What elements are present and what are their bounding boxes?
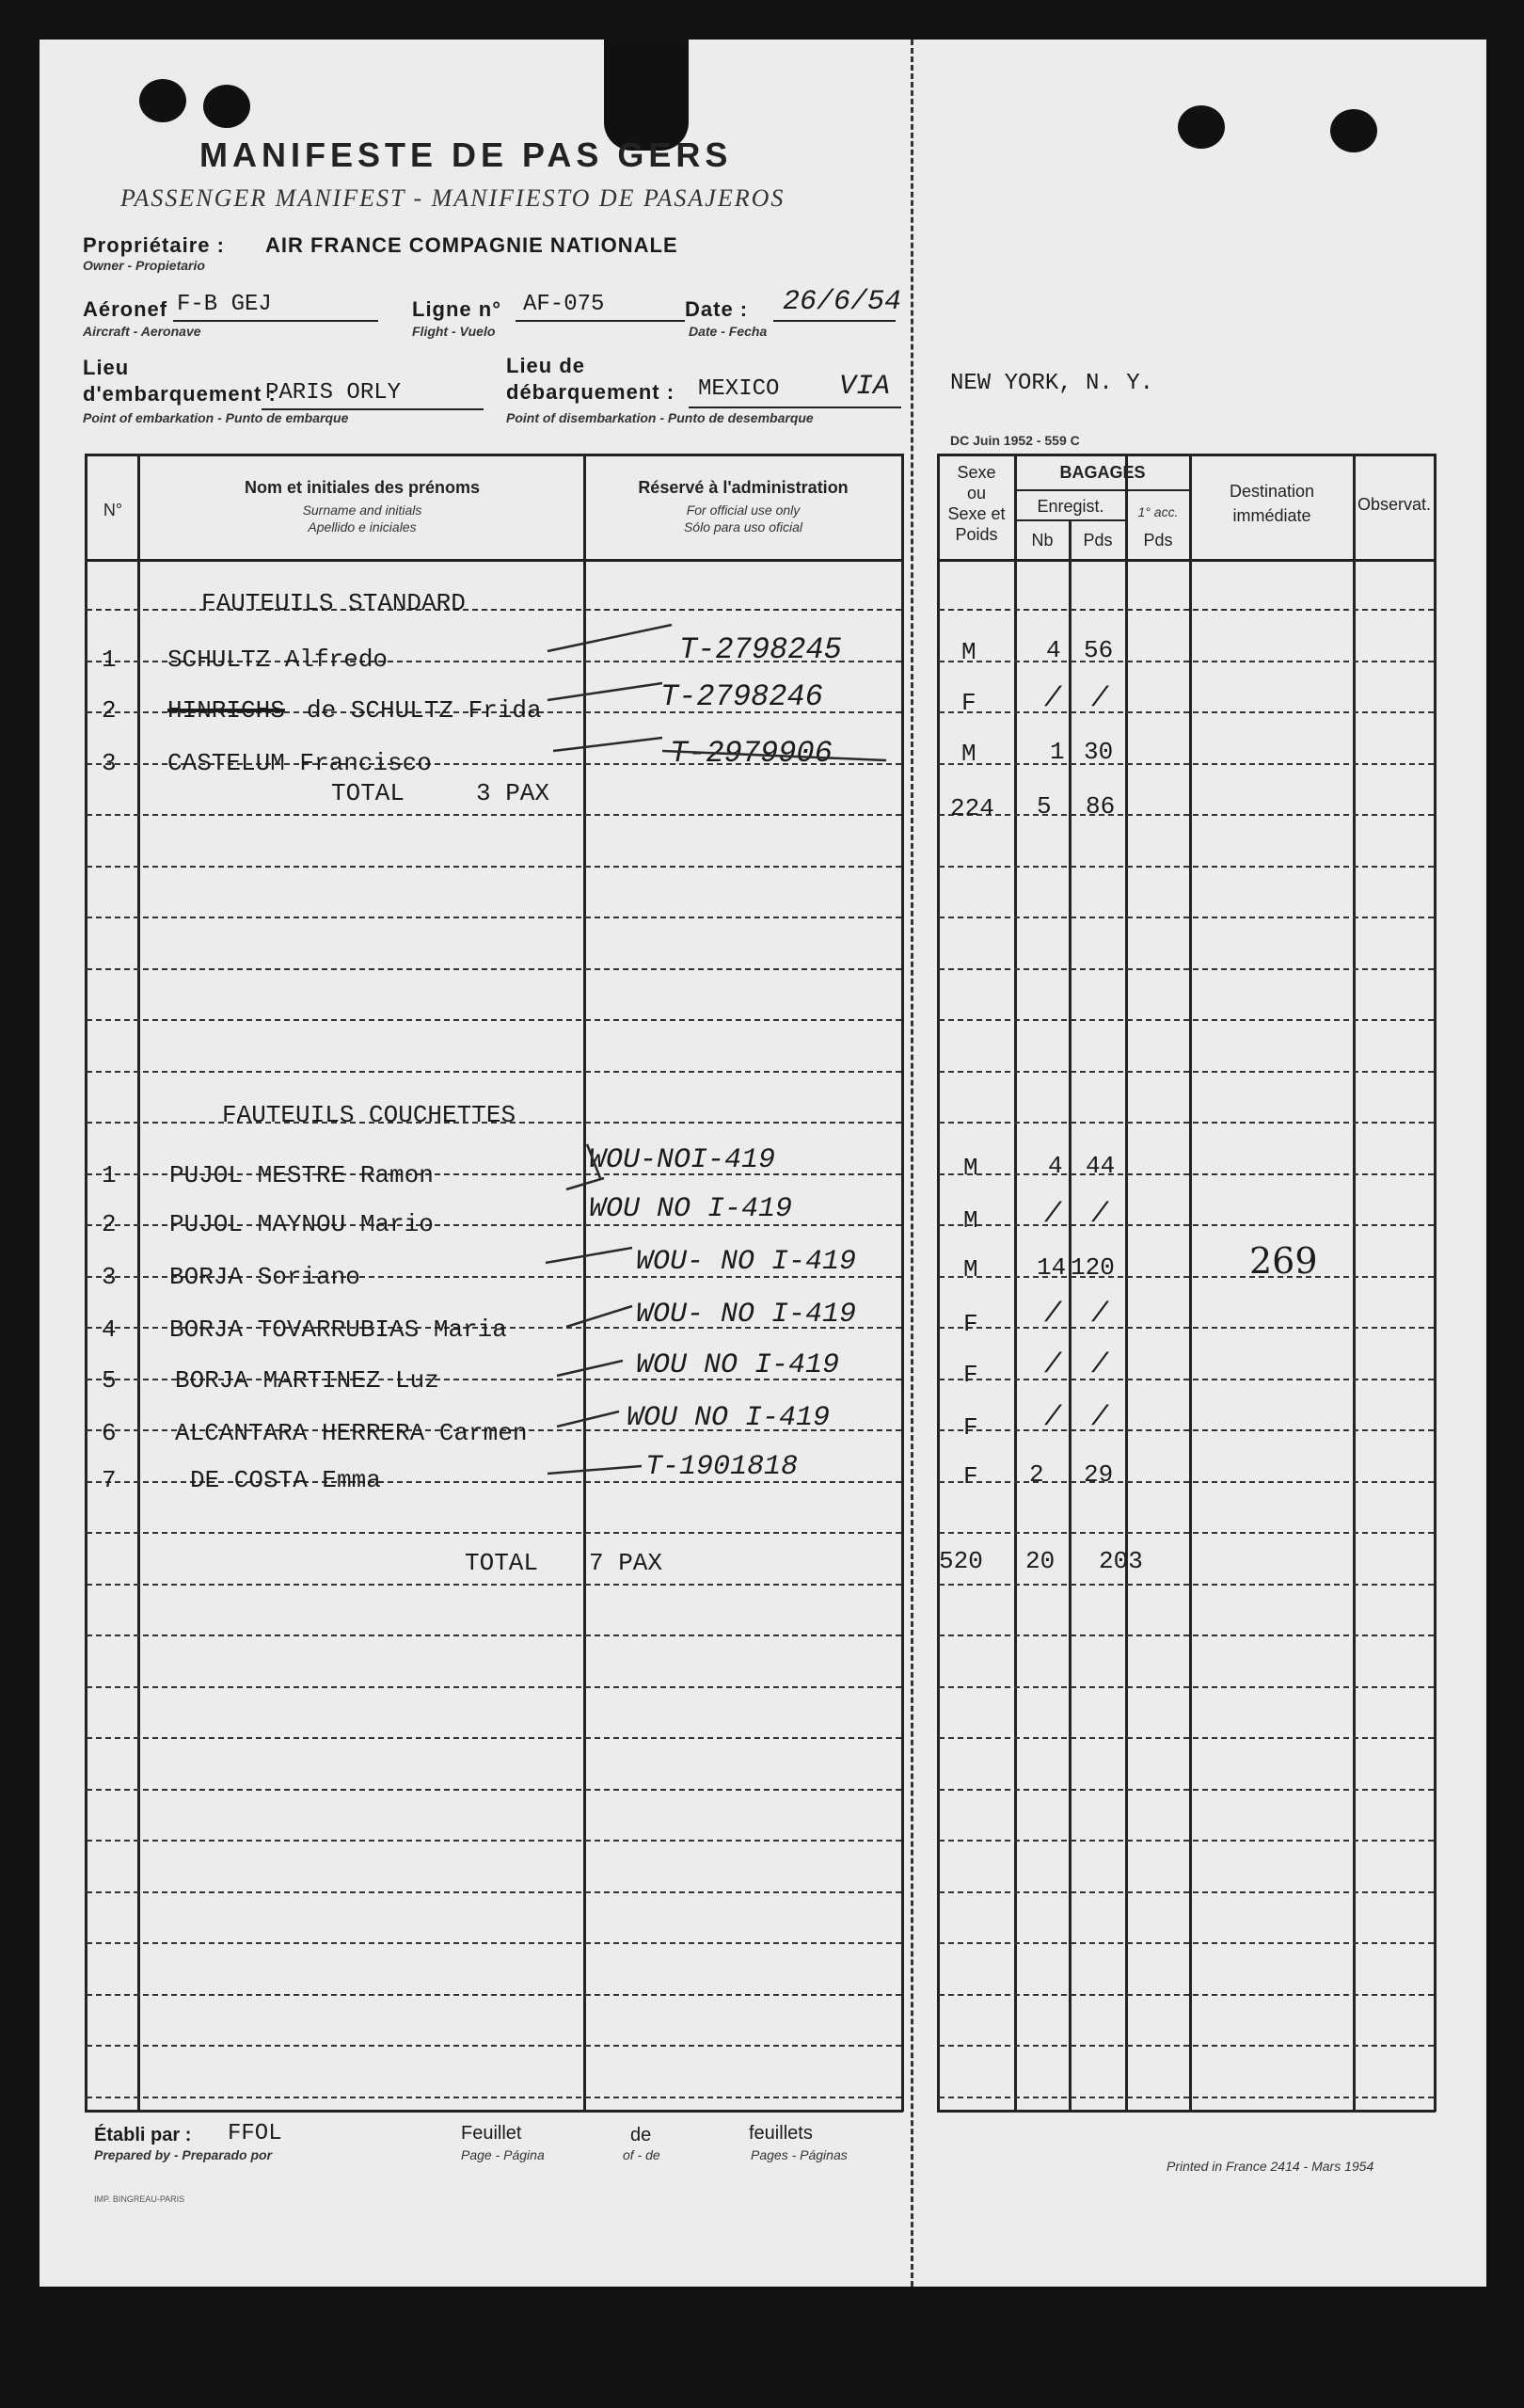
row-rule-right xyxy=(939,1019,1434,1021)
via-city: NEW YORK, N. Y. xyxy=(950,371,1154,396)
bag-count: 14 xyxy=(1037,1253,1067,1282)
col-dest-1: Destination xyxy=(1229,482,1315,501)
passenger-name: PUJOL MESTRE Ramon xyxy=(169,1161,434,1189)
row-rule-right xyxy=(939,1635,1434,1636)
row-number: 7 xyxy=(102,1466,117,1494)
row-rule-right xyxy=(939,814,1434,816)
row-number: 6 xyxy=(102,1419,117,1447)
bag-weight: 44 xyxy=(1086,1152,1116,1180)
admin-ticket: WOU NO I-419 xyxy=(636,1349,840,1381)
row-rule-right xyxy=(939,1173,1434,1175)
sex: F xyxy=(963,1462,978,1491)
owner-label: Propriétaire : xyxy=(83,233,225,257)
row-number: 2 xyxy=(102,696,117,725)
bag-weight: / xyxy=(1091,1199,1109,1231)
pages-sublabel: Pages - Páginas xyxy=(751,2147,848,2162)
bag-weight: 120 xyxy=(1071,1253,1115,1282)
admin-ticket: WOU NO I-419 xyxy=(589,1193,793,1225)
row-rule-right xyxy=(939,1481,1434,1483)
pages-label: feuillets xyxy=(749,2123,813,2144)
col-admin-sub2: Sólo para uso oficial xyxy=(683,519,803,534)
row-rule-left xyxy=(87,1840,901,1842)
passenger-name-struck: HINRICHS xyxy=(167,696,285,725)
col-hand-2: Pds xyxy=(1143,531,1173,550)
sex: M xyxy=(963,1255,978,1284)
row-rule-right xyxy=(939,1994,1434,1996)
row-rule-right xyxy=(939,1737,1434,1739)
prepared-sublabel: Prepared by - Preparado por xyxy=(94,2147,273,2162)
passenger-name: DE COSTA Emma xyxy=(190,1466,381,1494)
row-rule-right xyxy=(939,2097,1434,2098)
sex: F xyxy=(963,1310,978,1338)
row-rule-left xyxy=(87,1686,901,1688)
bag-count: 4 xyxy=(1048,1152,1063,1180)
col-nb-header: Nb xyxy=(1031,531,1054,550)
total-pax: 3 PAX xyxy=(476,779,550,807)
pen-stroke xyxy=(553,738,662,751)
total-label: TOTAL xyxy=(331,779,405,807)
row-number: 3 xyxy=(102,1263,117,1291)
row-rule-right xyxy=(939,2045,1434,2047)
aircraft-label: Aéronef xyxy=(83,297,168,321)
row-rule-right xyxy=(939,1584,1434,1586)
passenger-name: BORJA MARTINEZ Luz xyxy=(175,1366,439,1395)
passenger-name: PUJOL MAYNOU Mario xyxy=(169,1210,434,1238)
col-sex-3: Sexe et xyxy=(947,504,1006,523)
embark-label-line2: d'embarquement : xyxy=(83,382,277,406)
row-number: 4 xyxy=(102,1316,117,1344)
of-sublabel: of - de xyxy=(623,2147,660,2162)
row-rule-left xyxy=(87,1737,901,1739)
disembark-label-line2: débarquement : xyxy=(506,380,675,404)
row-number: 5 xyxy=(102,1366,117,1395)
row-rule-right xyxy=(939,1840,1434,1842)
flight-underline xyxy=(516,320,685,322)
row-rule-left xyxy=(87,1994,901,1996)
section2-heading: FAUTEUILS COUCHETTES xyxy=(222,1101,516,1129)
admin-ticket: WOU NO I-419 xyxy=(627,1402,831,1434)
pen-stroke xyxy=(557,1361,623,1376)
row-rule-right xyxy=(939,1071,1434,1073)
row-rule-right xyxy=(939,1276,1434,1278)
total-label: TOTAL xyxy=(465,1549,539,1577)
embark-sublabel: Point of embarkation - Punto de embarque xyxy=(83,410,349,425)
row-rule-left xyxy=(87,2097,901,2098)
punch-hole-left-2 xyxy=(203,85,250,128)
row-rule-left xyxy=(87,866,901,868)
col-admin-header: Réservé à l'administration xyxy=(638,478,849,497)
form-code: DC Juin 1952 - 559 C xyxy=(950,433,1080,448)
sex: F xyxy=(963,1361,978,1389)
total-bag-count: 5 xyxy=(1037,792,1052,821)
row-rule-right xyxy=(939,1942,1434,1944)
total-bag-count: 20 xyxy=(1025,1547,1056,1575)
disembark-label-line1: Lieu de xyxy=(506,354,586,377)
date-label: Date : xyxy=(685,297,749,321)
disembark-via: VIA xyxy=(839,371,891,403)
col-sex-2: ou xyxy=(966,484,987,502)
admin-ticket: WOU- NO I-419 xyxy=(636,1299,857,1331)
bag-count: 2 xyxy=(1029,1460,1044,1489)
total-bag-weight: 203 xyxy=(1099,1547,1143,1575)
col-admin-sub1: For official use only xyxy=(686,502,801,518)
total-weight: 520 xyxy=(939,1547,983,1575)
row-rule-right xyxy=(939,609,1434,611)
owner-value: AIR FRANCE COMPAGNIE NATIONALE xyxy=(265,233,678,257)
bag-weight: / xyxy=(1091,1349,1109,1381)
admin-ticket: T-2979906 xyxy=(670,736,833,771)
col-observ-header: Observat. xyxy=(1357,495,1432,514)
col-pds-header: Pds xyxy=(1083,531,1113,550)
page-sublabel: Page - Página xyxy=(461,2147,545,2162)
row-rule-right xyxy=(939,711,1434,713)
passenger-name: ALCANTARA HERRERA Carmen xyxy=(175,1419,528,1447)
flight-label: Ligne n° xyxy=(412,297,502,321)
col-name-sub1: Surname and initials xyxy=(302,502,422,518)
total-weight: 224 xyxy=(950,794,994,822)
row-rule-left xyxy=(87,1942,901,1944)
row-rule-right xyxy=(939,866,1434,868)
col-hand-1: 1° acc. xyxy=(1137,504,1179,519)
bag-weight: / xyxy=(1091,683,1109,715)
aircraft-value: F-B GEJ xyxy=(177,292,272,317)
pen-stroke xyxy=(566,1306,632,1327)
col-name-sub2: Apellido e iniciales xyxy=(308,519,417,534)
manifest-page xyxy=(40,40,1486,2287)
row-rule-left xyxy=(87,968,901,970)
row-rule-right xyxy=(939,1379,1434,1380)
col-no-header: N° xyxy=(103,501,123,519)
form-title: MANIFESTE DE PAS GERS xyxy=(199,136,733,174)
punch-hole-right-1 xyxy=(1178,105,1225,149)
row-rule-right xyxy=(939,1224,1434,1226)
page-label: Feuillet xyxy=(461,2123,522,2144)
printed-in-france: Printed in France 2414 - Mars 1954 xyxy=(1167,2159,1374,2174)
passenger-name: de SCHULTZ Frida xyxy=(307,696,542,725)
admin-ticket: T-2798246 xyxy=(660,679,823,714)
date-value: 26/6/54 xyxy=(783,286,902,318)
bag-count: 4 xyxy=(1046,636,1061,664)
pen-stroke xyxy=(548,1466,642,1474)
disembark-sublabel: Point of disembarkation - Punto de desembarque xyxy=(506,410,814,425)
owner-sublabel: Owner - Propietario xyxy=(83,258,205,273)
row-rule-left xyxy=(87,1019,901,1021)
row-rule-right xyxy=(939,1891,1434,1893)
punch-hole-right-2 xyxy=(1330,109,1377,152)
passenger-name: SCHULTZ Alfredo xyxy=(167,646,389,674)
prepared-label: Établi par : xyxy=(94,2125,192,2145)
col-dest-2: immédiate xyxy=(1232,506,1311,525)
destination-note: 269 xyxy=(1249,1240,1318,1282)
col-sex-4: Poids xyxy=(955,525,998,544)
bag-weight: 30 xyxy=(1084,738,1114,766)
row-rule-right xyxy=(939,968,1434,970)
bag-weight: 29 xyxy=(1084,1460,1114,1489)
total-pax: 7 PAX xyxy=(589,1549,663,1577)
passenger-name: BORJA Soriano xyxy=(169,1263,360,1291)
col-bagages-header: BAGAGES xyxy=(1059,463,1146,482)
passenger-name: BORJA TOVARRUBIAS Maria xyxy=(169,1316,507,1344)
flight-sublabel: Flight - Vuelo xyxy=(412,324,496,339)
pen-stroke xyxy=(548,625,672,651)
aircraft-sublabel: Aircraft - Aeronave xyxy=(83,324,201,339)
bag-count: / xyxy=(1044,1299,1062,1331)
of-label: de xyxy=(630,2125,652,2145)
row-rule-right xyxy=(939,1122,1434,1124)
embark-label-line1: Lieu xyxy=(83,356,130,379)
binder-clip xyxy=(604,40,689,151)
bag-count: / xyxy=(1044,1402,1062,1434)
row-rule-right xyxy=(939,1532,1434,1534)
row-rule-right xyxy=(939,1686,1434,1688)
disembark-underline xyxy=(689,407,901,408)
aircraft-underline xyxy=(173,320,378,322)
date-underline xyxy=(773,320,896,322)
bag-count: 1 xyxy=(1050,738,1065,766)
flight-value: AF-075 xyxy=(523,292,605,317)
prepared-value: FFOL xyxy=(228,2121,282,2146)
sex: F xyxy=(963,1413,978,1442)
pen-stroke xyxy=(546,1248,632,1263)
row-number: 1 xyxy=(102,646,117,674)
row-rule-right xyxy=(939,763,1434,765)
row-rule-right xyxy=(939,1429,1434,1431)
section1-heading: FAUTEUILS STANDARD xyxy=(201,589,466,617)
row-rule-left xyxy=(87,1532,901,1534)
col-enregist-header: Enregist. xyxy=(1037,497,1104,516)
total-bag-weight: 86 xyxy=(1086,792,1116,821)
punch-hole-left-1 xyxy=(139,79,186,122)
row-rule-right xyxy=(939,1327,1434,1329)
sex: M xyxy=(963,1206,978,1235)
admin-ticket: T-2798245 xyxy=(679,632,842,667)
row-rule-right xyxy=(939,917,1434,918)
embark-value: PARIS ORLY xyxy=(265,380,402,406)
row-rule-left xyxy=(87,1584,901,1586)
row-rule-left xyxy=(87,917,901,918)
date-sublabel: Date - Fecha xyxy=(689,324,768,339)
row-rule-left xyxy=(87,1635,901,1636)
row-number: 2 xyxy=(102,1210,117,1238)
bag-count: / xyxy=(1044,1199,1062,1231)
sex: M xyxy=(961,638,976,666)
form-subtitle: PASSENGER MANIFEST - MANIFIESTO DE PASAJEROS xyxy=(120,184,786,212)
pen-stroke xyxy=(548,683,662,700)
row-rule-right xyxy=(939,1789,1434,1791)
admin-ticket: T-1901818 xyxy=(645,1451,799,1483)
printer-mark: IMP. BINGREAU-PARIS xyxy=(94,2194,185,2204)
pen-stroke xyxy=(557,1411,619,1427)
passenger-name: CASTELUM Francisco xyxy=(167,749,432,777)
bag-weight: / xyxy=(1091,1299,1109,1331)
row-rule-left xyxy=(87,1789,901,1791)
row-rule-left xyxy=(87,814,901,816)
bag-count: / xyxy=(1044,683,1062,715)
sex: M xyxy=(961,740,976,768)
disembark-value: MEXICO xyxy=(698,376,780,402)
center-perforation xyxy=(911,40,913,2287)
col-sex-1: Sexe xyxy=(957,463,996,482)
row-rule-right xyxy=(939,661,1434,662)
admin-ticket: WOU-NOI-419 xyxy=(589,1144,776,1176)
admin-ticket: WOU- NO I-419 xyxy=(636,1246,857,1278)
col-name-header: Nom et initiales des prénoms xyxy=(244,478,481,497)
row-rule-left xyxy=(87,1891,901,1893)
row-rule-left xyxy=(87,2045,901,2047)
row-number: 3 xyxy=(102,749,117,777)
sex: F xyxy=(961,689,976,717)
bag-weight: / xyxy=(1091,1402,1109,1434)
bag-count: / xyxy=(1044,1349,1062,1381)
bag-weight: 56 xyxy=(1084,636,1114,664)
row-rule-left xyxy=(87,1071,901,1073)
row-number: 1 xyxy=(102,1161,117,1189)
sex: M xyxy=(963,1154,978,1182)
